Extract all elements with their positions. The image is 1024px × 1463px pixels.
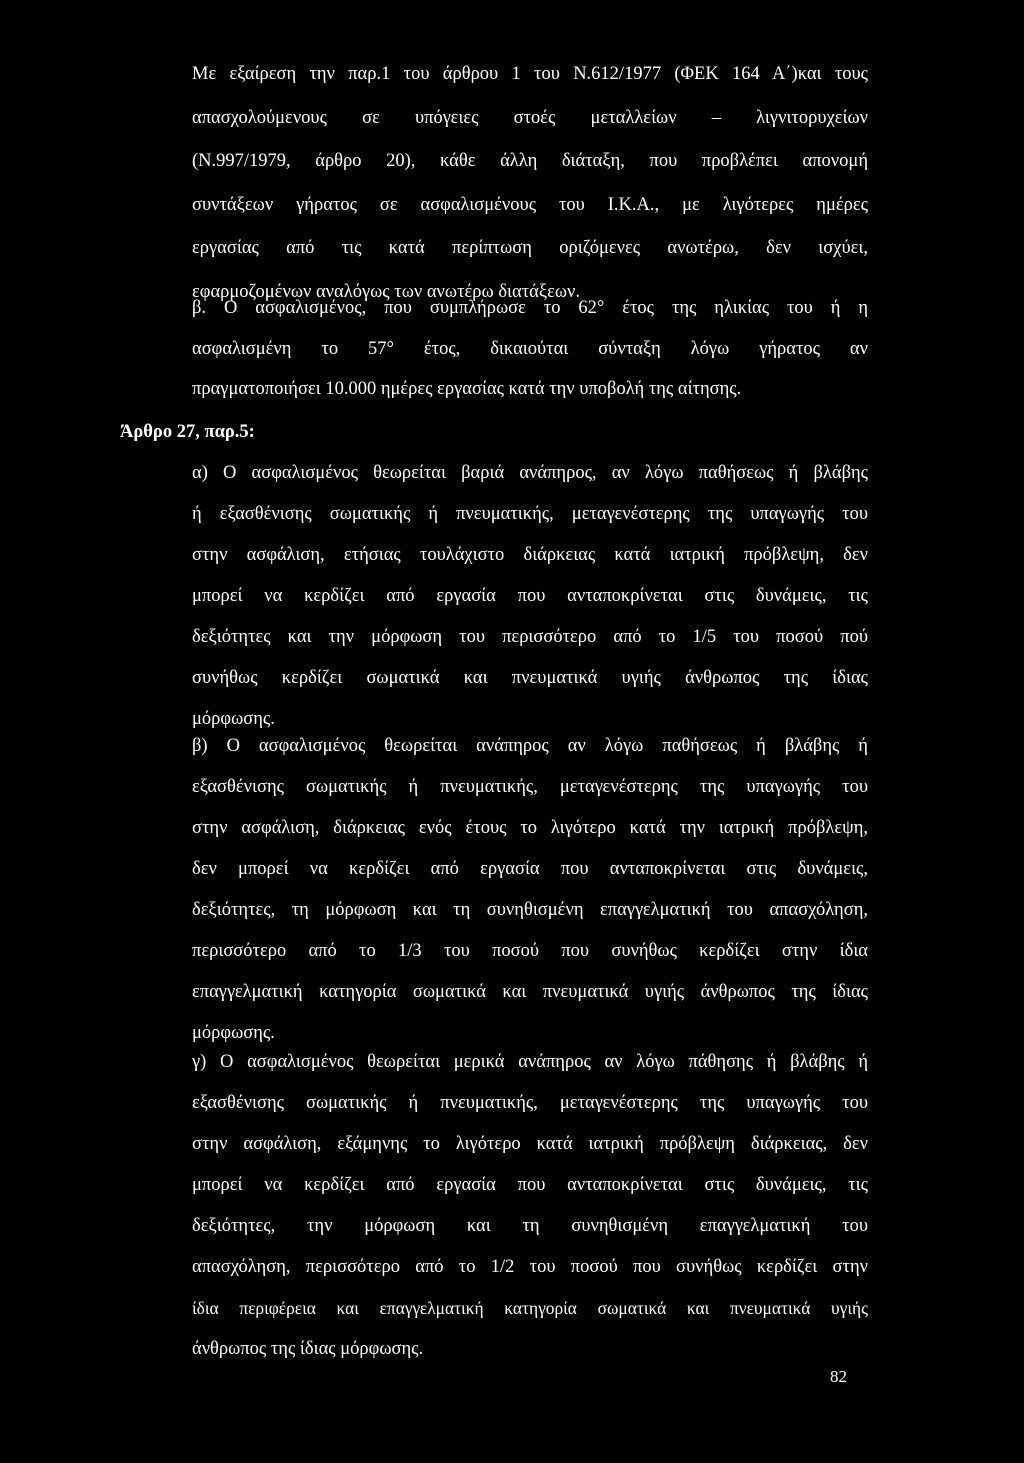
para-b-line: εξασθένισης σωματικής ή πνευματικής, μεταγενέστερης της υπαγωγής του [192,777,868,797]
para-b-line: δεξιότητες, τη μόρφωση και τη συνηθισμένη επαγγελματική του απασχόληση, [192,900,868,920]
article-heading: Άρθρο 27, παρ.5: [120,422,255,442]
para-c-line: δεξιότητες, την μόρφωση και τη συνηθισμένη επαγγελματική του [192,1216,868,1236]
intro-line: (Ν.997/1979, άρθρο 20), κάθε άλλη διάταξη, που προβλέπει απονομή [192,151,868,171]
para-b-line: περισσότερο από το 1/3 του ποσού που συνήθως κερδίζει στην ίδια [192,941,868,961]
para-c-line: γ) Ο ασφαλισμένος θεωρείται μερικά ανάπηρος αν λόγω πάθησης ή βλάβης ή [192,1052,868,1072]
para-c-line: εξασθένισης σωματικής ή πνευματικής, μεταγενέστερης της υπαγωγής του [192,1093,868,1113]
point-b-line: πραγματοποιήσει 10.000 ημέρες εργασίας κατά την υποβολή της αίτησης. [192,379,742,399]
point-b-line: ασφαλισμένη το 57° έτος, δικαιούται σύνταξη λόγω γήρατος αν [192,339,868,359]
para-c-line: απασχόληση, περισσότερο από το 1/2 του ποσού που συνήθως κερδίζει στην [192,1257,868,1277]
para-b-line: δεν μπορεί να κερδίζει από εργασία που ανταποκρίνεται στις δυνάμεις, [192,859,868,879]
intro-line: Με εξαίρεση την παρ.1 του άρθρου 1 του Ν.612/1977 (ΦΕΚ 164 Α΄)και τους [192,64,868,84]
para-b-line: στην ασφάλιση, διάρκειας ενός έτους το λιγότερο κατά την ιατρική πρόβλεψη, [192,818,868,838]
para-a-line: συνήθως κερδίζει σωματικά και πνευματικά υγιής άνθρωπος της ίδιας [192,668,868,688]
para-a-line: δεξιότητες και την μόρφωση του περισσότερο από το 1/5 του ποσού πού [192,627,868,647]
para-a-line: ή εξασθένισης σωματικής ή πνευματικής, μεταγενέστερης της υπαγωγής του [192,504,868,524]
point-b-line: β. Ο ασφαλισμένος, που συμπλήρωσε το 62° έτος της ηλικίας του ή η [192,298,868,318]
intro-line: συντάξεων γήρατος σε ασφαλισμένους του Ι.Κ.Α., με λιγότερες ημέρες [192,195,868,215]
intro-line: εφαρμοζομένων αναλόγως των ανωτέρω διατάξεων. [192,282,581,302]
intro-line: απασχολούμενους σε υπόγειες στοές μεταλλείων – λιγνιτορυχείων [192,108,868,128]
para-c-line: μπορεί να κερδίζει από εργασία που ανταποκρίνεται στις δυνάμεις, τις [192,1175,868,1195]
para-b-line: β) Ο ασφαλισμένος θεωρείται ανάπηρος αν λόγω παθήσεως ή βλάβης ή [192,736,868,756]
para-c-line: ίδια περιφέρεια και επαγγελματική κατηγορία σωματικά και πνευματικά υγιής [192,1298,868,1318]
para-a-line: α) Ο ασφαλισμένος θεωρείται βαριά ανάπηρος, αν λόγω παθήσεως ή βλάβης [192,463,868,483]
para-a-line: μόρφωσης. [192,709,275,729]
para-b-line: μόρφωσης. [192,1023,275,1043]
page-number: 82 [830,1367,847,1386]
para-c-line: άνθρωπος της ίδιας μόρφωσης. [192,1339,424,1359]
para-a-line: μπορεί να κερδίζει από εργασία που ανταποκρίνεται στις δυνάμεις, τις [192,586,868,606]
intro-line: εργασίας από τις κατά περίπτωση οριζόμενες ανωτέρω, δεν ισχύει, [192,238,868,258]
para-c-line: στην ασφάλιση, εξάμηνης το λιγότερο κατά ιατρική πρόβλεψη διάρκειας, δεν [192,1134,868,1154]
para-a-line: στην ασφάλιση, ετήσιας τουλάχιστο διάρκειας κατά ιατρική πρόβλεψη, δεν [192,545,868,565]
para-b-line: επαγγελματική κατηγορία σωματικά και πνευματικά υγιής άνθρωπος της ίδιας [192,982,868,1002]
